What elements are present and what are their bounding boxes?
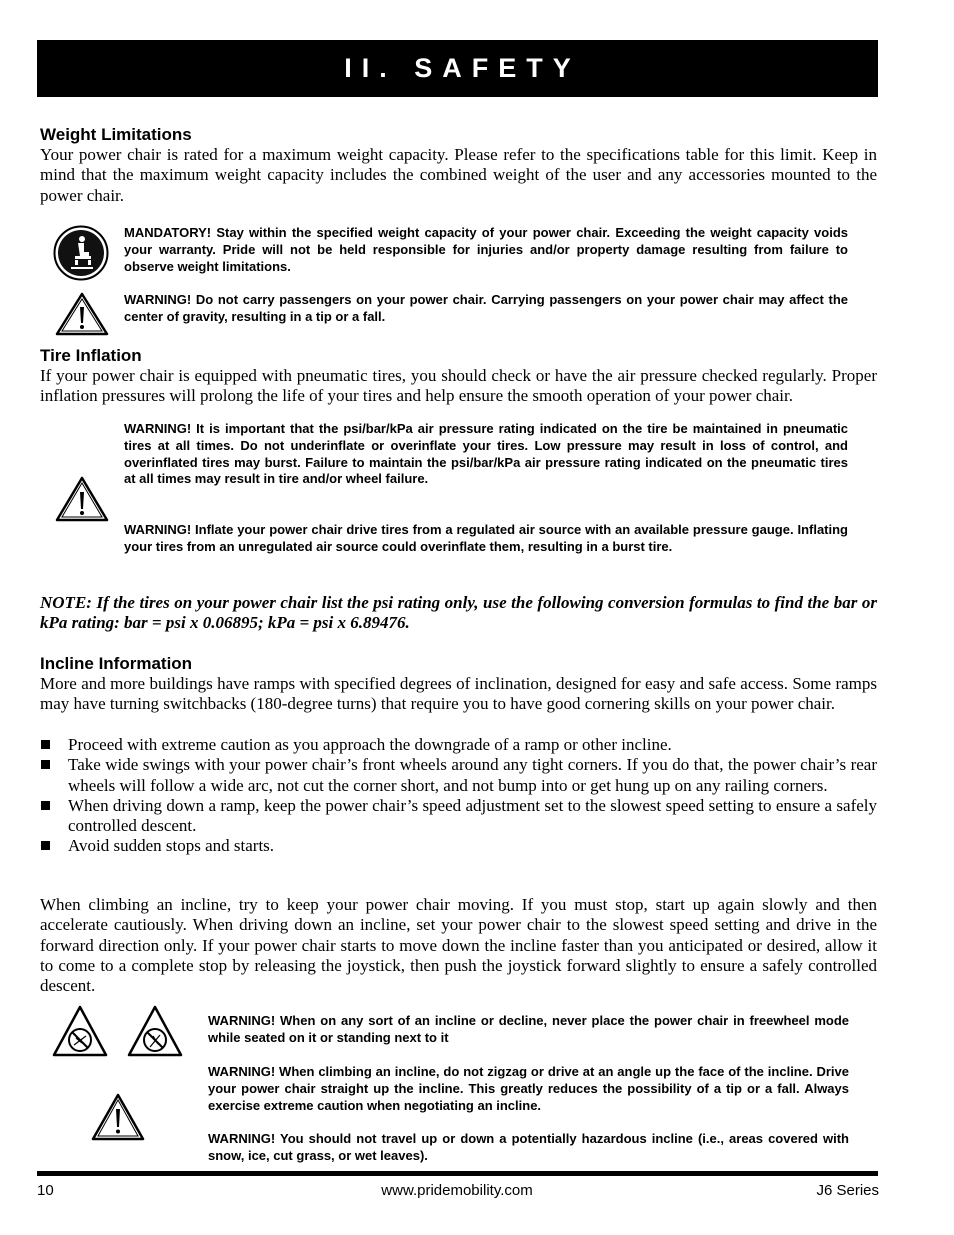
list-item: Avoid sudden stops and starts. <box>40 836 877 856</box>
weight-heading: Weight Limitations <box>40 125 192 144</box>
conversion-note: NOTE: If the tires on your power chair list the psi rating only, use the following conversion formulas to find the bar or kPa rating: bar = psi x 0.06895; kPa = psi x 6.89476. <box>40 593 877 633</box>
zigzag-warning-text: WARNING! When climbing an incline, do not zigzag or drive at an angle up the face of the incline. Drive your power chair straight up the incline. This greatly reduces the possibility of a tip or a fall. Always exercise extreme caution when negotiating an incline. <box>208 1064 849 1113</box>
bullet-square-icon <box>41 841 50 850</box>
section-banner <box>37 40 878 97</box>
mandatory-weight-text: MANDATORY! Stay within the specified weight capacity of your power chair. Exceeding the weight capacity voids your warranty. Pride will not be held responsible for injuries and/or property damage resulting from failure to observe weight limitations. <box>124 225 848 274</box>
warning-icon <box>55 476 109 522</box>
mandatory-icon <box>53 225 109 281</box>
bullet-square-icon <box>41 740 50 749</box>
section-title: II. SAFETY <box>344 53 581 83</box>
footer-url: www.pridemobility.com <box>381 1182 533 1199</box>
bullet-square-icon <box>41 760 50 769</box>
page-number: 10 <box>37 1182 54 1199</box>
list-item: When driving down a ramp, keep the power chair’s speed adjustment set to the slowest speed setting to ensure a safely controlled descent. <box>40 796 877 837</box>
incline-text: More and more buildings have ramps with specified degrees of inclination, designed for easy and safe access. Some ramps may have turning switchbacks (180-degree turns) that require you to have good cornering skills on your power chair. <box>40 674 877 714</box>
tire-pressure-warning-text: WARNING! It is important that the psi/bar/kPa air pressure rating indicated on the tire be maintained in pneumatic tires at all times. Do not underinflate or overinflate your tires. Low pressure may result in loss of control, and overinflated tires may burst. Failure to maintain the psi/bar/kPa air pressure rating indicated on the pneumatic tires at all times may result in tire and/or wheel failure. <box>124 421 848 487</box>
tire-text: If your power chair is equipped with pneumatic tires, you should check or have the air pressure checked regularly. Proper inflation pressures will prolong the life of your tires and help ensure the smooth operation of your power chair. <box>40 366 877 406</box>
warning-icon <box>91 1093 145 1141</box>
tire-heading: Tire Inflation <box>40 346 142 365</box>
warning-icon <box>55 292 109 336</box>
footer-divider <box>37 1171 878 1176</box>
hazardous-incline-warning-text: WARNING! You should not travel up or down a potentially hazardous incline (i.e., areas covered with snow, ice, cut grass, or wet leaves). <box>208 1131 849 1163</box>
no-freewheel-incline-icon <box>52 1005 108 1057</box>
incline-heading: Incline Information <box>40 654 193 673</box>
incline-bullet-list <box>40 735 877 857</box>
list-item: Proceed with extreme caution as you approach the downgrade of a ramp or other incline. <box>40 735 877 755</box>
weight-text: Your power chair is rated for a maximum weight capacity. Please refer to the specifications table for this limit. Keep in mind that the maximum weight capacity includes the combined weight of the user and any accessories mounted to the power chair. <box>40 145 877 205</box>
footer-series: J6 Series <box>816 1182 879 1199</box>
passenger-warning-text: WARNING! Do not carry passengers on your power chair. Carrying passengers on your power chair may affect the center of gravity, resulting in a tip or a fall. <box>124 292 848 324</box>
incline-text-2: When climbing an incline, try to keep your power chair moving. If you must stop, start up again slowly and then accelerate cautiously. When driving down an incline, set your power chair to the slowest speed setting and drive in the forward direction only. If your power chair starts to move down the incline faster than you anticipated or desired, allow it to come to a complete stop by releasing the joystick, then push the joystick forward slightly to ensure a safely controlled descent. <box>40 895 877 996</box>
no-standing-freewheel-icon <box>127 1005 183 1057</box>
bullet-square-icon <box>41 801 50 810</box>
regulated-air-warning-text: WARNING! Inflate your power chair drive tires from a regulated air source with an available pressure gauge. Inflating your tires from an unregulated air source could overinflate them, resulting in a burst tire. <box>124 522 848 554</box>
list-item: Take wide swings with your power chair’s front wheels around any tight corners. If you do that, the power chair’s rear wheels will follow a wide arc, not cut the corner short, and not bump into or get hung up on any railing corners. <box>40 755 877 796</box>
freewheel-warning-text: WARNING! When on any sort of an incline or decline, never place the power chair in freewheel mode while seated on it or standing next to it <box>208 1013 849 1045</box>
